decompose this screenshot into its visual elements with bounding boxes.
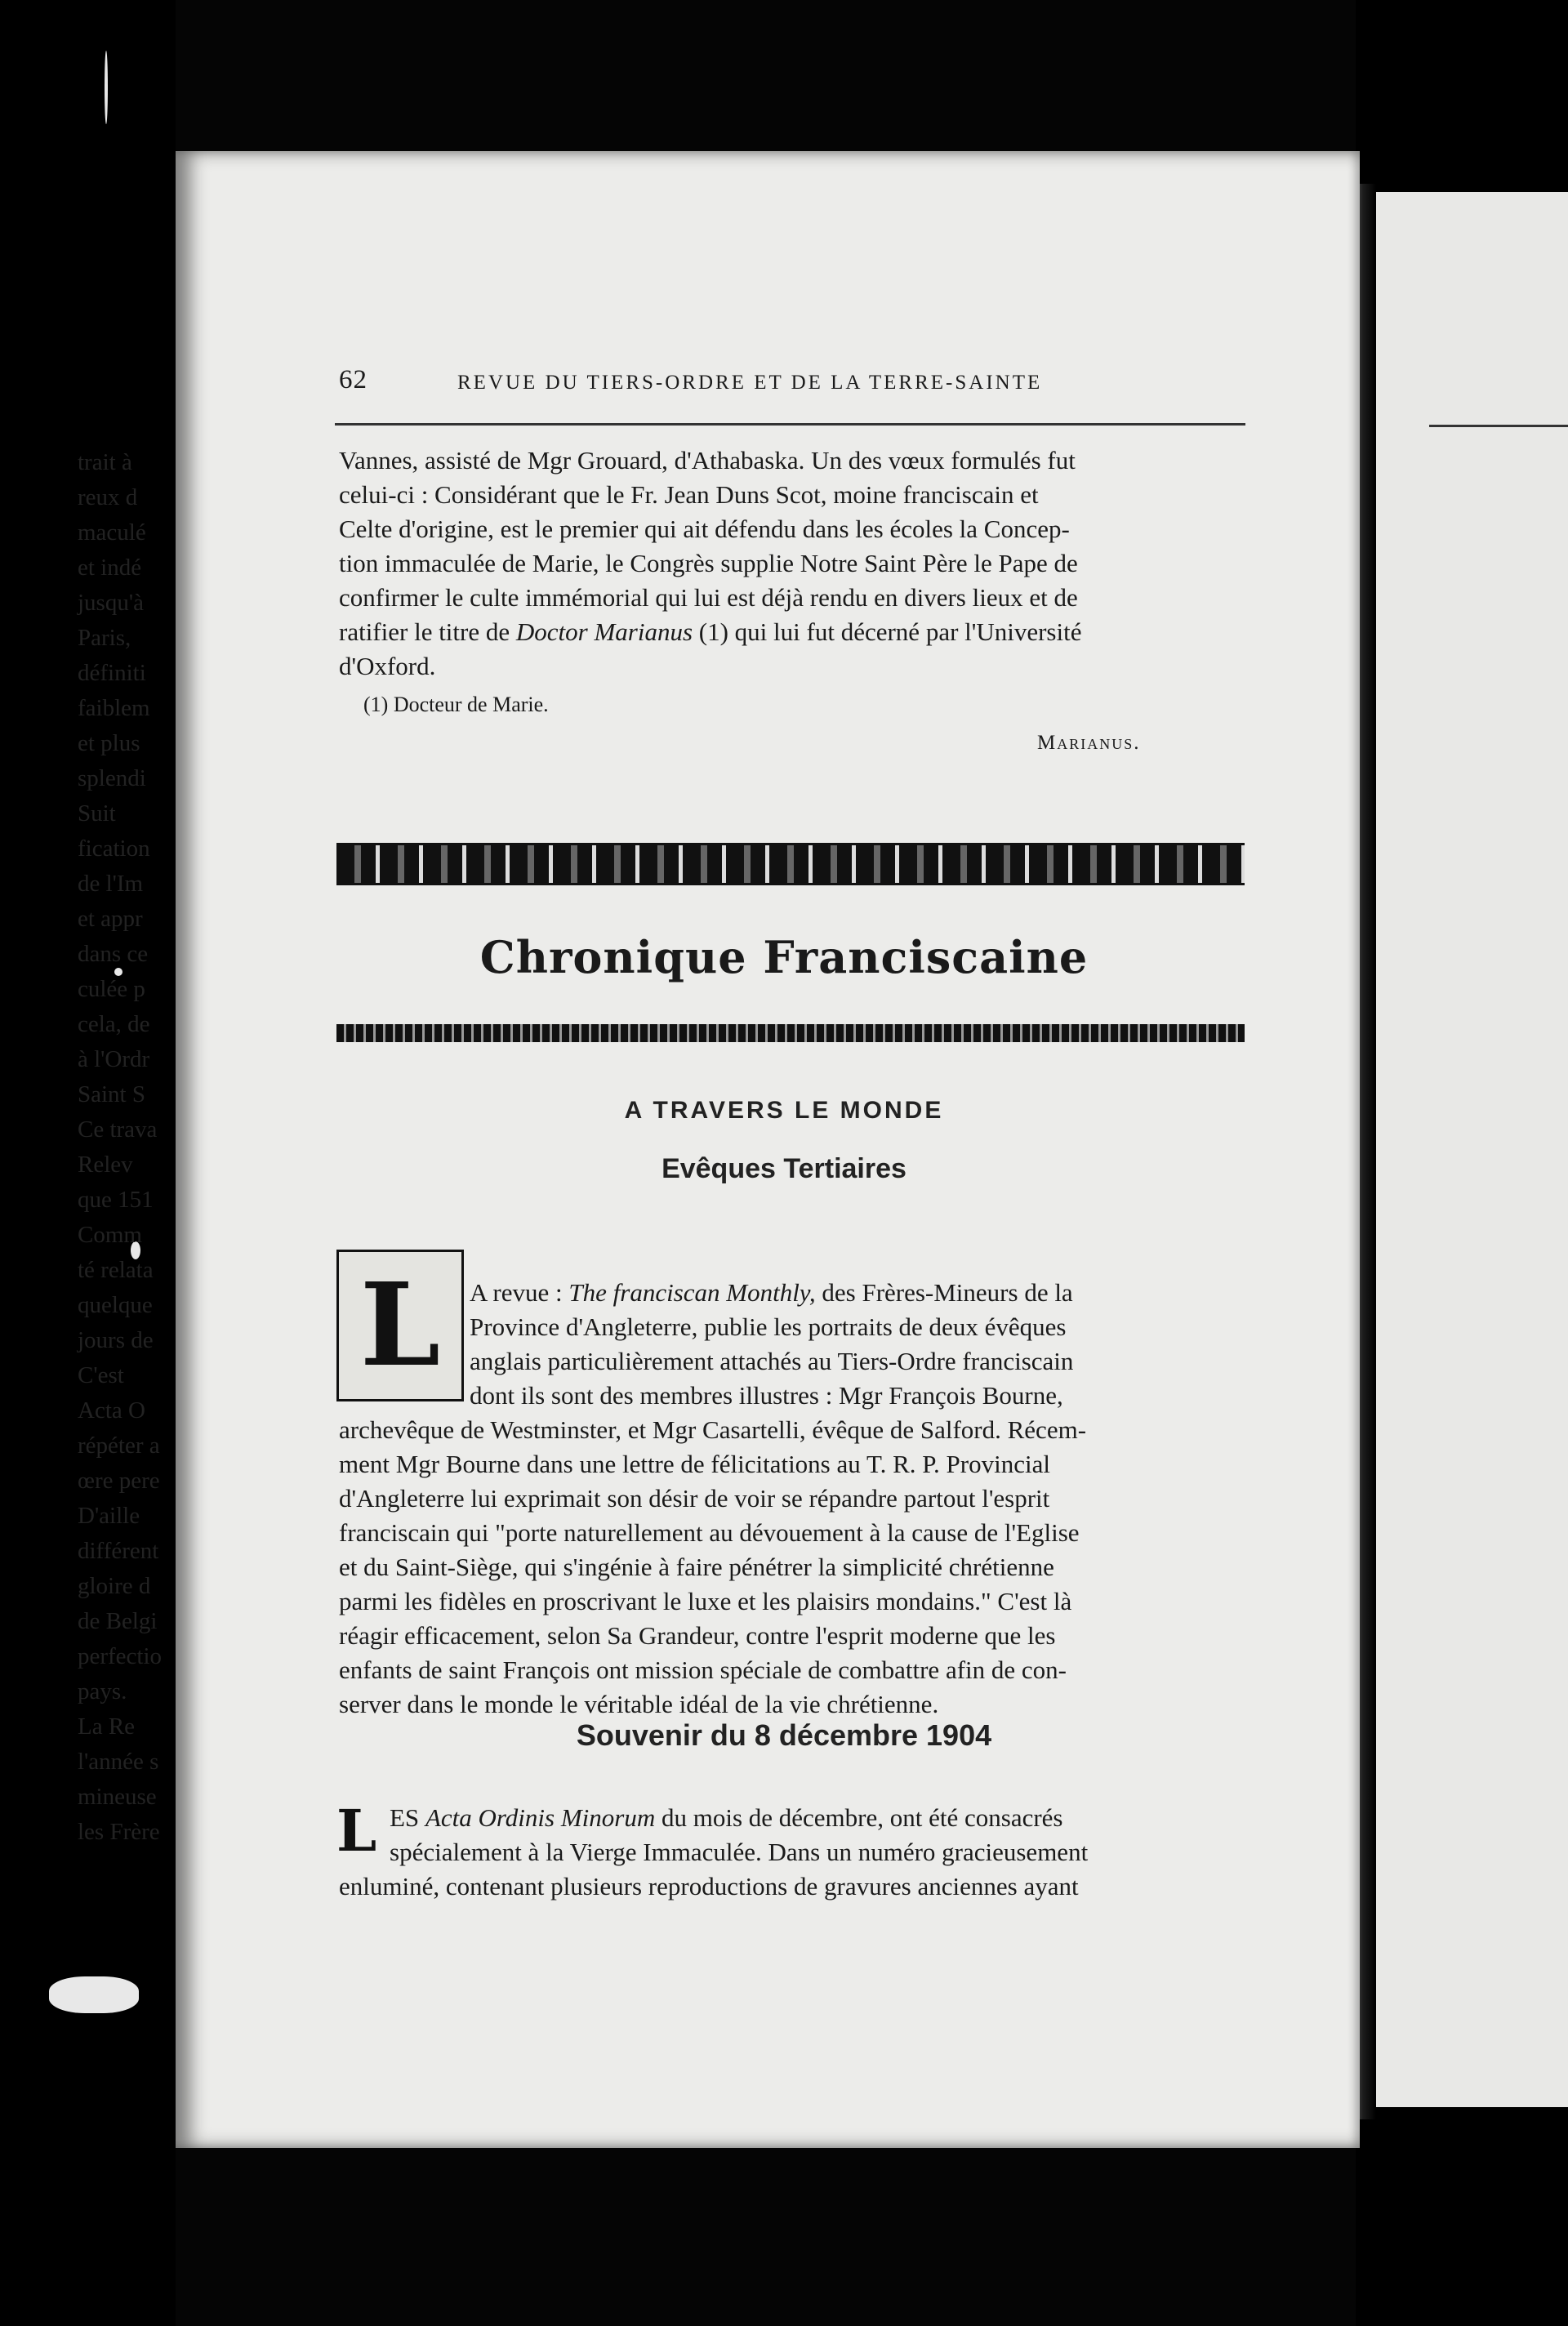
dust-speck <box>49 1976 139 2013</box>
facing-page-line: té relata <box>78 1257 154 1283</box>
facing-page-line: l'année s <box>78 1749 159 1775</box>
facing-page-line: pays. <box>78 1678 127 1704</box>
text-line: Celte d'origine, est le premier qui ait défendu dans les écoles la Concep- <box>339 515 1070 543</box>
facing-page-line: gloire d <box>78 1573 151 1599</box>
facing-page-line: jours de <box>78 1327 154 1353</box>
text-line: Vannes, assisté de Mgr Grouard, d'Athabaska. Un des vœux formulés fut <box>339 446 1076 475</box>
text-line: celui-ci : Considérant que le Fr. Jean Duns Scot, moine franciscain et <box>339 480 1039 509</box>
facing-page-line: Saint S <box>78 1081 145 1107</box>
facing-page-line: répéter a <box>78 1433 160 1459</box>
facing-page-line: quelque <box>78 1292 153 1318</box>
facing-page-line: perfectio <box>78 1643 163 1669</box>
facing-page-line: La Re <box>78 1713 136 1740</box>
facing-page-line: différent <box>78 1538 159 1564</box>
facing-page-line: à l'Ordr <box>78 1046 150 1072</box>
signature: Marianus. <box>1037 732 1141 754</box>
facing-page-line: Ce trava <box>78 1116 158 1143</box>
facing-page-line: Comm <box>78 1222 142 1248</box>
text-line: franciscain qui "porte naturellement au dévouement à la cause de l'Eglise <box>339 1518 1080 1547</box>
facing-page-line: les Frère <box>78 1819 160 1845</box>
facing-page-line: reux d <box>78 484 138 510</box>
text-line: archevêque de Westminster, et Mgr Casartelli, évêque de Salford. Récem- <box>339 1415 1087 1444</box>
ornamental-rule <box>336 1024 1245 1042</box>
text-line: d'Oxford. <box>339 652 436 680</box>
facing-page-line: définiti <box>78 660 146 686</box>
article-bishops <box>339 1276 1244 1722</box>
facing-page-line: de l'Im <box>78 871 144 897</box>
heading-bishops: Evêques Tertiaires <box>662 1153 906 1184</box>
text-line: et du Saint-Siège, qui s'ingénie à faire pénétrer la simplicité chrétienne <box>339 1553 1054 1581</box>
text-line: A revue : The franciscan Monthly, des Frères-Mineurs de la <box>470 1278 1073 1307</box>
text-line: anglais particulièrement attachés au Tiers-Ordre franciscain <box>470 1347 1074 1375</box>
text-line: tion immaculée de Marie, le Congrès supplie Notre Saint Père le Pape de <box>339 549 1078 577</box>
doctor-marianus-italic: Doctor Marianus <box>515 617 693 646</box>
facing-page-line: Suit <box>78 800 116 827</box>
facing-page-line: cela, de <box>78 1011 150 1037</box>
text-line: ratifier le titre de Doctor Marianus (1) qui lui fut décerné par l'Université <box>339 617 1082 646</box>
facing-page-line: C'est <box>78 1362 124 1388</box>
facing-page-line: Paris, <box>78 625 131 651</box>
footnote: (1) Docteur de Marie. <box>363 693 549 716</box>
facing-page-line: jusqu'à <box>78 590 144 616</box>
facing-page-line: Relev <box>78 1152 133 1178</box>
drop-cap: L <box>336 1250 464 1401</box>
text-line: spécialement à la Vierge Immaculée. Dans un numéro gracieusement <box>390 1838 1089 1866</box>
facing-page-line: fication <box>78 835 150 862</box>
facing-page-rule <box>1429 425 1568 427</box>
journal-title-italic: The franciscan Monthly, <box>568 1278 816 1307</box>
text-line: ment Mgr Bourne dans une lettre de félicitations au T. R. P. Provincial <box>339 1450 1050 1478</box>
page-number: 62 <box>339 365 368 394</box>
running-title: REVUE DU TIERS-ORDRE ET DE LA TERRE-SAINTE <box>457 372 1043 394</box>
heading-souvenir: Souvenir du 8 décembre 1904 <box>576 1718 992 1752</box>
facing-page-line: maculé <box>78 519 146 546</box>
article-souvenir <box>339 1801 1244 1904</box>
facing-page-line: culée p <box>78 976 145 1002</box>
ornamental-band <box>336 843 1245 885</box>
facing-page-line: D'aille <box>78 1503 140 1529</box>
facing-page-line: et indé <box>78 555 142 581</box>
facing-page-line: que 151 <box>78 1187 154 1213</box>
facing-page-line: Acta O <box>78 1397 145 1424</box>
facing-page-line: splendi <box>78 765 146 791</box>
dust-speck <box>105 51 108 124</box>
text-line: réagir efficacement, selon Sa Grandeur, contre l'esprit moderne que les <box>339 1621 1056 1650</box>
facing-page-line: de Belgi <box>78 1608 158 1634</box>
facing-page-line: dans ce <box>78 941 149 967</box>
intro-paragraph <box>339 443 1244 684</box>
facing-page-line: et appr <box>78 906 143 932</box>
drop-cap-2: L <box>336 1797 377 1865</box>
section-title: Chronique Franciscaine <box>479 931 1089 983</box>
text-line: confirmer le culte immémorial qui lui est déjà rendu en divers lieux et de <box>339 583 1078 612</box>
facing-page <box>1372 192 1568 2107</box>
facing-page-line: faiblem <box>78 695 150 721</box>
text-line: ES Acta Ordinis Minorum du mois de décembre, ont été consacrés <box>390 1803 1063 1832</box>
facing-page-line: et plus <box>78 730 140 756</box>
text-line: dont ils sont des membres illustres : Mgr François Bourne, <box>470 1381 1063 1410</box>
text-line: Province d'Angleterre, publie les portraits de deux évêques <box>470 1312 1067 1341</box>
text-line: enfants de saint François ont mission spéciale de combattre afin de con- <box>339 1655 1067 1684</box>
text-line: enluminé, contenant plusieurs reproductions de gravures anciennes ayant <box>339 1872 1079 1900</box>
acta-italic: Acta Ordinis Minorum <box>425 1803 656 1832</box>
facing-page-text <box>78 445 162 1850</box>
text-line: d'Angleterre lui exprimait son désir de voir se répandre partout l'esprit <box>339 1484 1050 1513</box>
facing-page-line: mineuse <box>78 1784 157 1810</box>
text-line: parmi les fidèles en proscrivant le luxe et les plaisirs mondains." C'est là <box>339 1587 1072 1615</box>
header-rule <box>335 423 1245 426</box>
facing-page-line: trait à <box>78 449 132 475</box>
heading-world: A TRAVERS LE MONDE <box>624 1097 944 1124</box>
text-line: server dans le monde le véritable idéal de la vie chrétienne. <box>339 1690 939 1718</box>
facing-page-line: œre pere <box>78 1468 160 1494</box>
